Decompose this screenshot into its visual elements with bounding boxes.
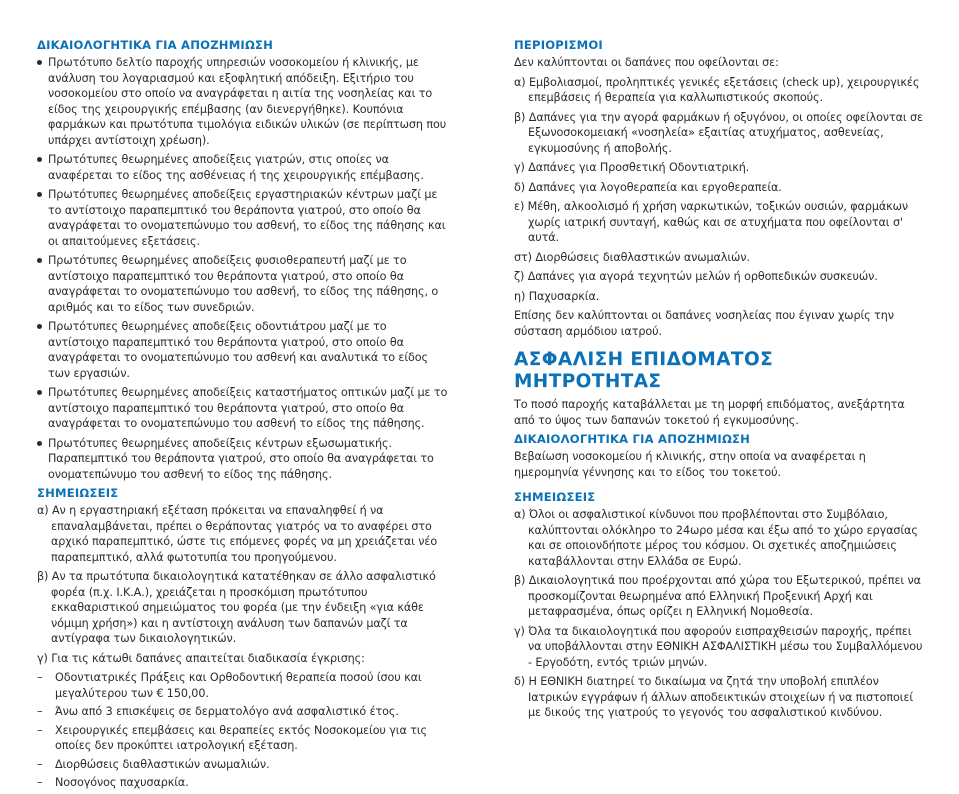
maternity-documents-heading: ΔΙΚΑΙΟΛΟΓΗΤΙΚΑ ΓΙΑ ΑΠΟΖΗΜΙΩΣΗ — [514, 432, 751, 446]
list-item: Πρωτότυπες θεωρημένες αποδείξεις οδοντιάτρου μαζί με το αντίστοιχο παραπεμπτικό του θεράποντα γιατρού, στο οποίο θα αναγράφεται το ονοματεπώνυμο του ασθενή και αναλυτικά το είδος των εργασιών. — [37, 319, 449, 381]
limitations-intro: Δεν καλύπτονται οι δαπάνες που οφείλονται σε: — [514, 56, 779, 69]
maternity-title: ΑΣΦΑΛΙΣΗ ΕΠΙΔΟΜΑΤΟΣ ΜΗΤΡΟΤΗΤΑΣ — [514, 349, 774, 392]
limitation-item: η) Παχυσαρκία. — [514, 289, 600, 303]
note-item: α) Όλοι οι ασφαλιστικοί κίνδυνοι που προβλέπονται στο Συμβόλαιο, καλύπτονται ολόκληρο το 24ωρο μέσα και έξω από το χώρο εργασίας και σε οποιονδήποτε μέρος του κόσμου. Οι σχετικές αποζημιώσεις καταβάλλονται στην Ελλάδα σε Ευρώ. — [514, 508, 918, 568]
maternity-notes-heading: ΣΗΜΕΙΩΣΕΙΣ — [514, 490, 596, 504]
limitation-item: γ) Δαπάνες για Προσθετική Οδοντιατρική. — [514, 161, 750, 174]
notes-heading: ΣΗΜΕΙΩΣΕΙΣ — [37, 486, 119, 500]
list-item: Πρωτότυπες θεωρημένες αποδείξεις εργαστηριακών κέντρων μαζί με το αντίστοιχο παραπεμπτικό του θεράποντα γιατρού, στο οποίο θα αναγράφεται το ονοματεπώνυμο του ασθενή, το είδος της πάθησης και οι απαιτούμενες εξετάσεις. — [37, 187, 449, 249]
limitations-heading: ΠΕΡΙΟΡΙΣΜΟΙ — [514, 38, 603, 52]
list-item: Πρωτότυπες θεωρημένες αποδείξεις κέντρων εξωσωματικής. Παραπεμπτικό του θεράποντα γιατρού, στο οποίο θα αναγράφεται το ονοματεπώνυμο του ασθενή το είδος της πάθησης. — [37, 436, 449, 483]
maternity-documents-text: Βεβαίωση νοσοκομείου ή κλινικής, στην οποία να αναφέρεται η ημερομηνία γέννησης και το είδος του τοκετού. — [514, 450, 866, 479]
limitation-item: στ) Διορθώσεις διαθλαστικών ανωμαλιών. — [514, 250, 750, 264]
list-item: Πρωτότυπο δελτίο παροχής υπηρεσιών νοσοκομείου ή κλινικής, με ανάλυση του λογαριασμού και εξοφλητική απόδειξη. Εξιτήριο του νοσοκομείου στο οποίο να αναγράφεται η αιτία της νοσηλείας και το είδος της χειρουργικής επέμβασης (αν διενεργήθηκε). Κουπόνια φαρμάκων και πρωτότυπα τιμολόγια ειδικών υλικών (σε περίπτωση που υπάρχει αντίστοιχη χρέωση). — [37, 55, 449, 148]
approval-item: – Οδοντιατρικές Πράξεις και Ορθοδοντική θεραπεία ποσού ίσου και μεγαλύτερου των € 150,00. — [37, 670, 449, 701]
hospitalization-note: Επίσης δεν καλύπτονται οι δαπάνες νοσηλείας που έγιναν χωρίς την σύσταση αρμόδιου ιατρού. — [514, 309, 894, 338]
note-item: γ) Όλα τα δικαιολογητικά που αφορούν εισπραχθεισών παροχής, πρέπει να υποβάλλονται στην ΕΘΝΙΚΗ ΑΣΦΑΛΙΣΤΙΚΗ μέσω του Συμβαλλόμενου - Εργοδότη, εντός τριών μηνών. — [514, 624, 923, 669]
note-item: γ) Για τις κάτωθι δαπάνες απαιτείται διαδικασία έγκρισης: — [37, 651, 365, 665]
approval-item: – Νοσογόνος παχυσαρκία. — [37, 775, 449, 791]
note-item: α) Αν η εργαστηριακή εξέταση πρόκειται να επαναληφθεί ή να επαναλαμβάνεται, πρέπει ο θεράποντας γιατρός να το αναφέρει στο αρχικό παραπεμπτικό, ώστε τις επόμενες φορές να μη χρειάζεται νέο παραπεμπτικό, αλλά φωτοτυπία του προηγούμενου. — [37, 504, 438, 564]
maternity-description: Το ποσό παροχής καταβάλλεται με τη μορφή επιδόματος, ανεξάρτητα από το ύψος των δαπανών τοκετού ή εγκυμοσύνης. — [514, 398, 905, 427]
list-item: Πρωτότυπες θεωρημένες αποδείξεις φυσιοθεραπευτή μαζί με το αντίστοιχο παραπεμπτικό του θεράποντα γιατρού, στο οποίο θα αναγράφεται το ονοματεπώνυμο του ασθενή, το είδος της πάθησης, ο αριθμός και το είδος των συνεδριών. — [37, 253, 449, 315]
limitation-item: α) Εμβολιασμοί, προληπτικές γενικές εξετάσεις (check up), χειρουργικές επεμβάσεις ή θεραπεία για καλλωπιστικούς σκοπούς. — [514, 75, 920, 104]
left-column — [37, 38, 449, 794]
list-item: Πρωτότυπες θεωρημένες αποδείξεις καταστήματος οπτικών μαζί με το αντίστοιχο παραπεμπτικό του θεράποντα γιατρού, στο οποίο θα αναγράφεται το ονοματεπώνυμο του ασθενή το είδος της πάθησης. — [37, 385, 449, 432]
list-item: Πρωτότυπες θεωρημένες αποδείξεις γιατρών, στις οποίες να αναφέρεται το είδος της ασθένειας ή της χειρουργικής επέμβασης. — [37, 152, 449, 183]
limitation-item: β) Δαπάνες για την αγορά φαρμάκων ή οξυγόνου, οι οποίες οφείλονται σε Εξωνοσοκομειακή «νοσηλεία» εξαιτίας ατυχήματος, ασθενείας, εγκυμοσύνης ή αποβολής. — [514, 110, 923, 155]
right-column — [514, 38, 926, 725]
note-item: β) Δικαιολογητικά που προέρχονται από χώρα του Εξωτερικού, πρέπει να προσκομίζονται θεωρημένα από Ελληνική Προξενική Αρχή και μεταφρασμένα, όπως ορίζει η Ελληνική Νομοθεσία. — [514, 574, 921, 618]
note-item: β) Αν τα πρωτότυπα δικαιολογητικά κατατέθηκαν σε άλλο ασφαλιστικό φορέα (π.χ. Ι.Κ.Α.), χρειάζεται η προσκόμιση πρωτότυπου εκκαθαριστικού σημειώματος του φορέα (με την ένδειξη «για κάθε νόμιμη χρήση») και η αντίστοιχη ανάλυση των δαπανών μαζί τα αντίγραφα των δικαιολογητικών. — [37, 570, 436, 645]
approval-item: – Άνω από 3 επισκέψεις σε δερματολόγο ανά ασφαλιστικό έτος. — [37, 704, 449, 720]
approval-item: – Διορθώσεις διαθλαστικών ανωμαλιών. — [37, 757, 449, 773]
note-item: δ) Η ΕΘΝΙΚΗ διατηρεί το δικαίωμα να ζητά την υποβολή επιπλέον Ιατρικών εγγράφων ή άλλων αποδεικτικών στοιχείων ή να πιστοποιεί με δικούς της γιατρούς το γεγονός του ασφαλιστικού κινδύνου. — [514, 675, 914, 719]
limitation-item: ε) Μέθη, αλκοολισμό ή χρήση ναρκωτικών, τοξικών ουσιών, φαρμάκων χωρίς ιατρική συνταγή, καθώς και σε ατυχήματα που οφείλονται σ' αυτά. — [514, 200, 909, 244]
approval-item: – Χειρουργικές επεμβάσεις και θεραπείες εκτός Νοσοκομείου για τις οποίες δεν προκύπτει ιατρολογική εξέταση. — [37, 723, 449, 754]
claim-documents-heading: ΔΙΚΑΙΟΛΟΓΗΤΙΚΑ ΓΙΑ ΑΠΟΖΗΜΙΩΣΗ — [37, 38, 274, 52]
limitation-item: ζ) Δαπάνες για αγορά τεχνητών μελών ή ορθοπεδικών συσκευών. — [514, 270, 878, 283]
limitation-item: δ) Δαπάνες για λογοθεραπεία και εργοθεραπεία. — [514, 180, 782, 194]
